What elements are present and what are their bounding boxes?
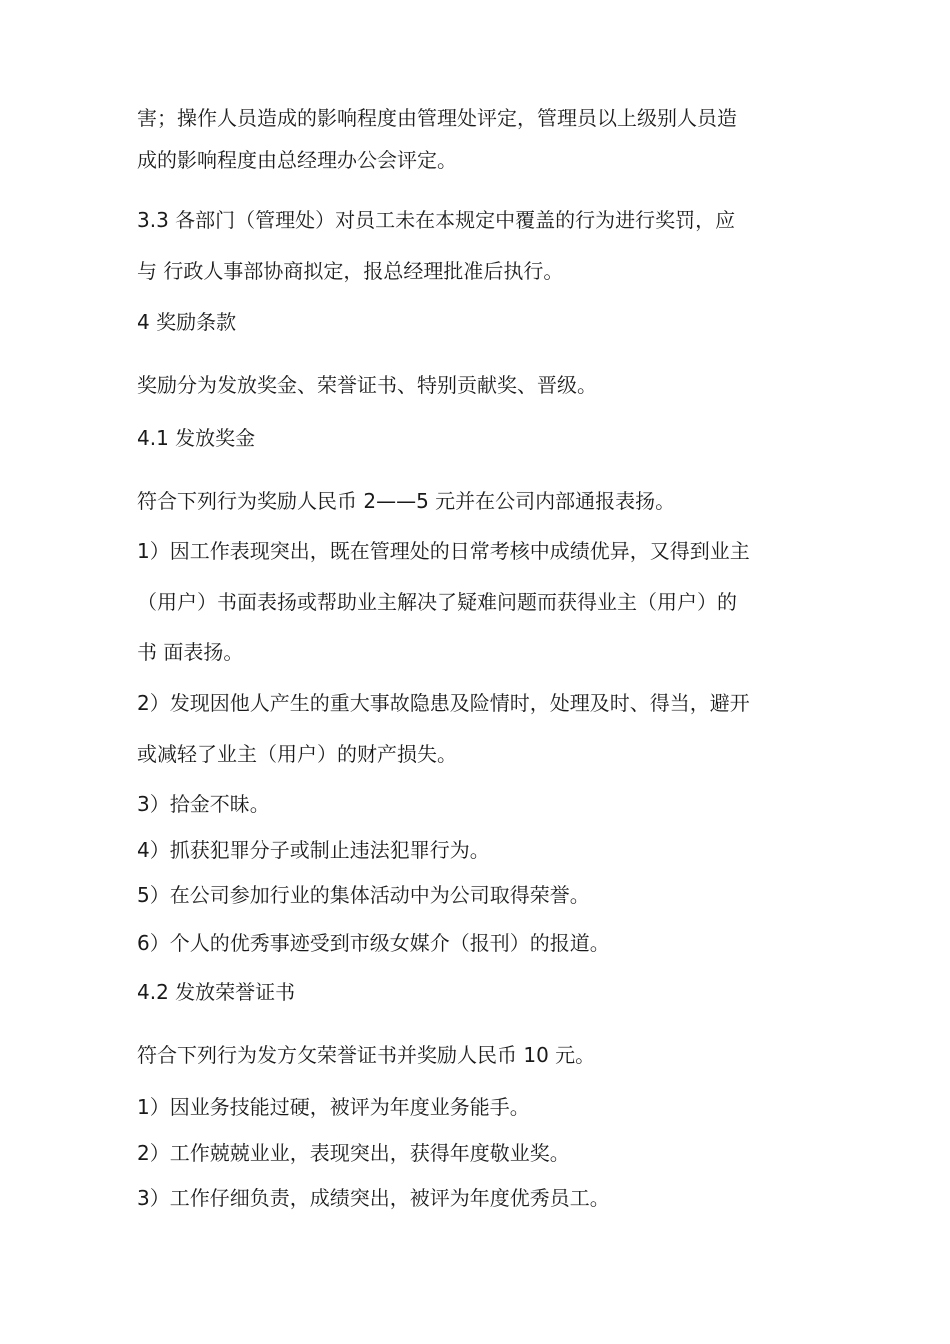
- list-item: 5）在公司参加行业的集体活动中为公司取得荣誉。: [137, 883, 590, 907]
- list-item: 4）抓获犯罪分子或制止违法犯罪行为。: [137, 838, 490, 862]
- list-item: 6）个人的优秀事迹受到市级女媒介（报刊）的报道。: [137, 931, 610, 955]
- text-line: 害；操作人员造成的影响程度由管理处评定，管理员以上级别人员造: [137, 106, 737, 130]
- text-line: 符合下列行为奖励人民币 2——5 元并在公司内部通报表扬。: [137, 489, 676, 513]
- list-item: 2）发现因他人产生的重大事故隐患及险情时，处理及时、得当，避开: [137, 691, 750, 715]
- list-item: 1）因工作表现突出，既在管理处的日常考核中成绩优异，又得到业主: [137, 539, 750, 563]
- list-item: 1）因业务技能过硬，被评为年度业务能手。: [137, 1095, 530, 1119]
- section-heading: 4.2 发放荣誉证书: [137, 980, 296, 1004]
- section-heading: 4.1 发放奖金: [137, 426, 256, 450]
- text-line: 3.3 各部门（管理处）对员工未在本规定中覆盖的行为进行奖罚，应: [137, 208, 736, 232]
- list-item: （用户）书面表扬或帮助业主解决了疑难问题而获得业主（用户）的: [137, 590, 737, 614]
- list-item: 2）工作兢兢业业，表现突出，获得年度敬业奖。: [137, 1141, 570, 1165]
- list-item: 3）工作仔细负责，成绩突出，被评为年度优秀员工。: [137, 1186, 610, 1210]
- text-line: 奖励分为发放奖金、荣誉证书、特别贡献奖、晋级。: [137, 373, 597, 397]
- text-line: 成的影响程度由总经理办公会评定。: [137, 148, 457, 172]
- section-heading: 4 奖励条款: [137, 310, 237, 334]
- list-item: 或减轻了业主（用户）的财产损失。: [137, 742, 457, 766]
- list-item: 书 面表扬。: [137, 640, 244, 664]
- list-item: 3）拾金不昧。: [137, 792, 270, 816]
- text-line: 符合下列行为发方攵荣誉证书并奖励人民币 10 元。: [137, 1043, 596, 1067]
- text-line: 与 行政人事部协商拟定，报总经理批准后执行。: [137, 259, 564, 283]
